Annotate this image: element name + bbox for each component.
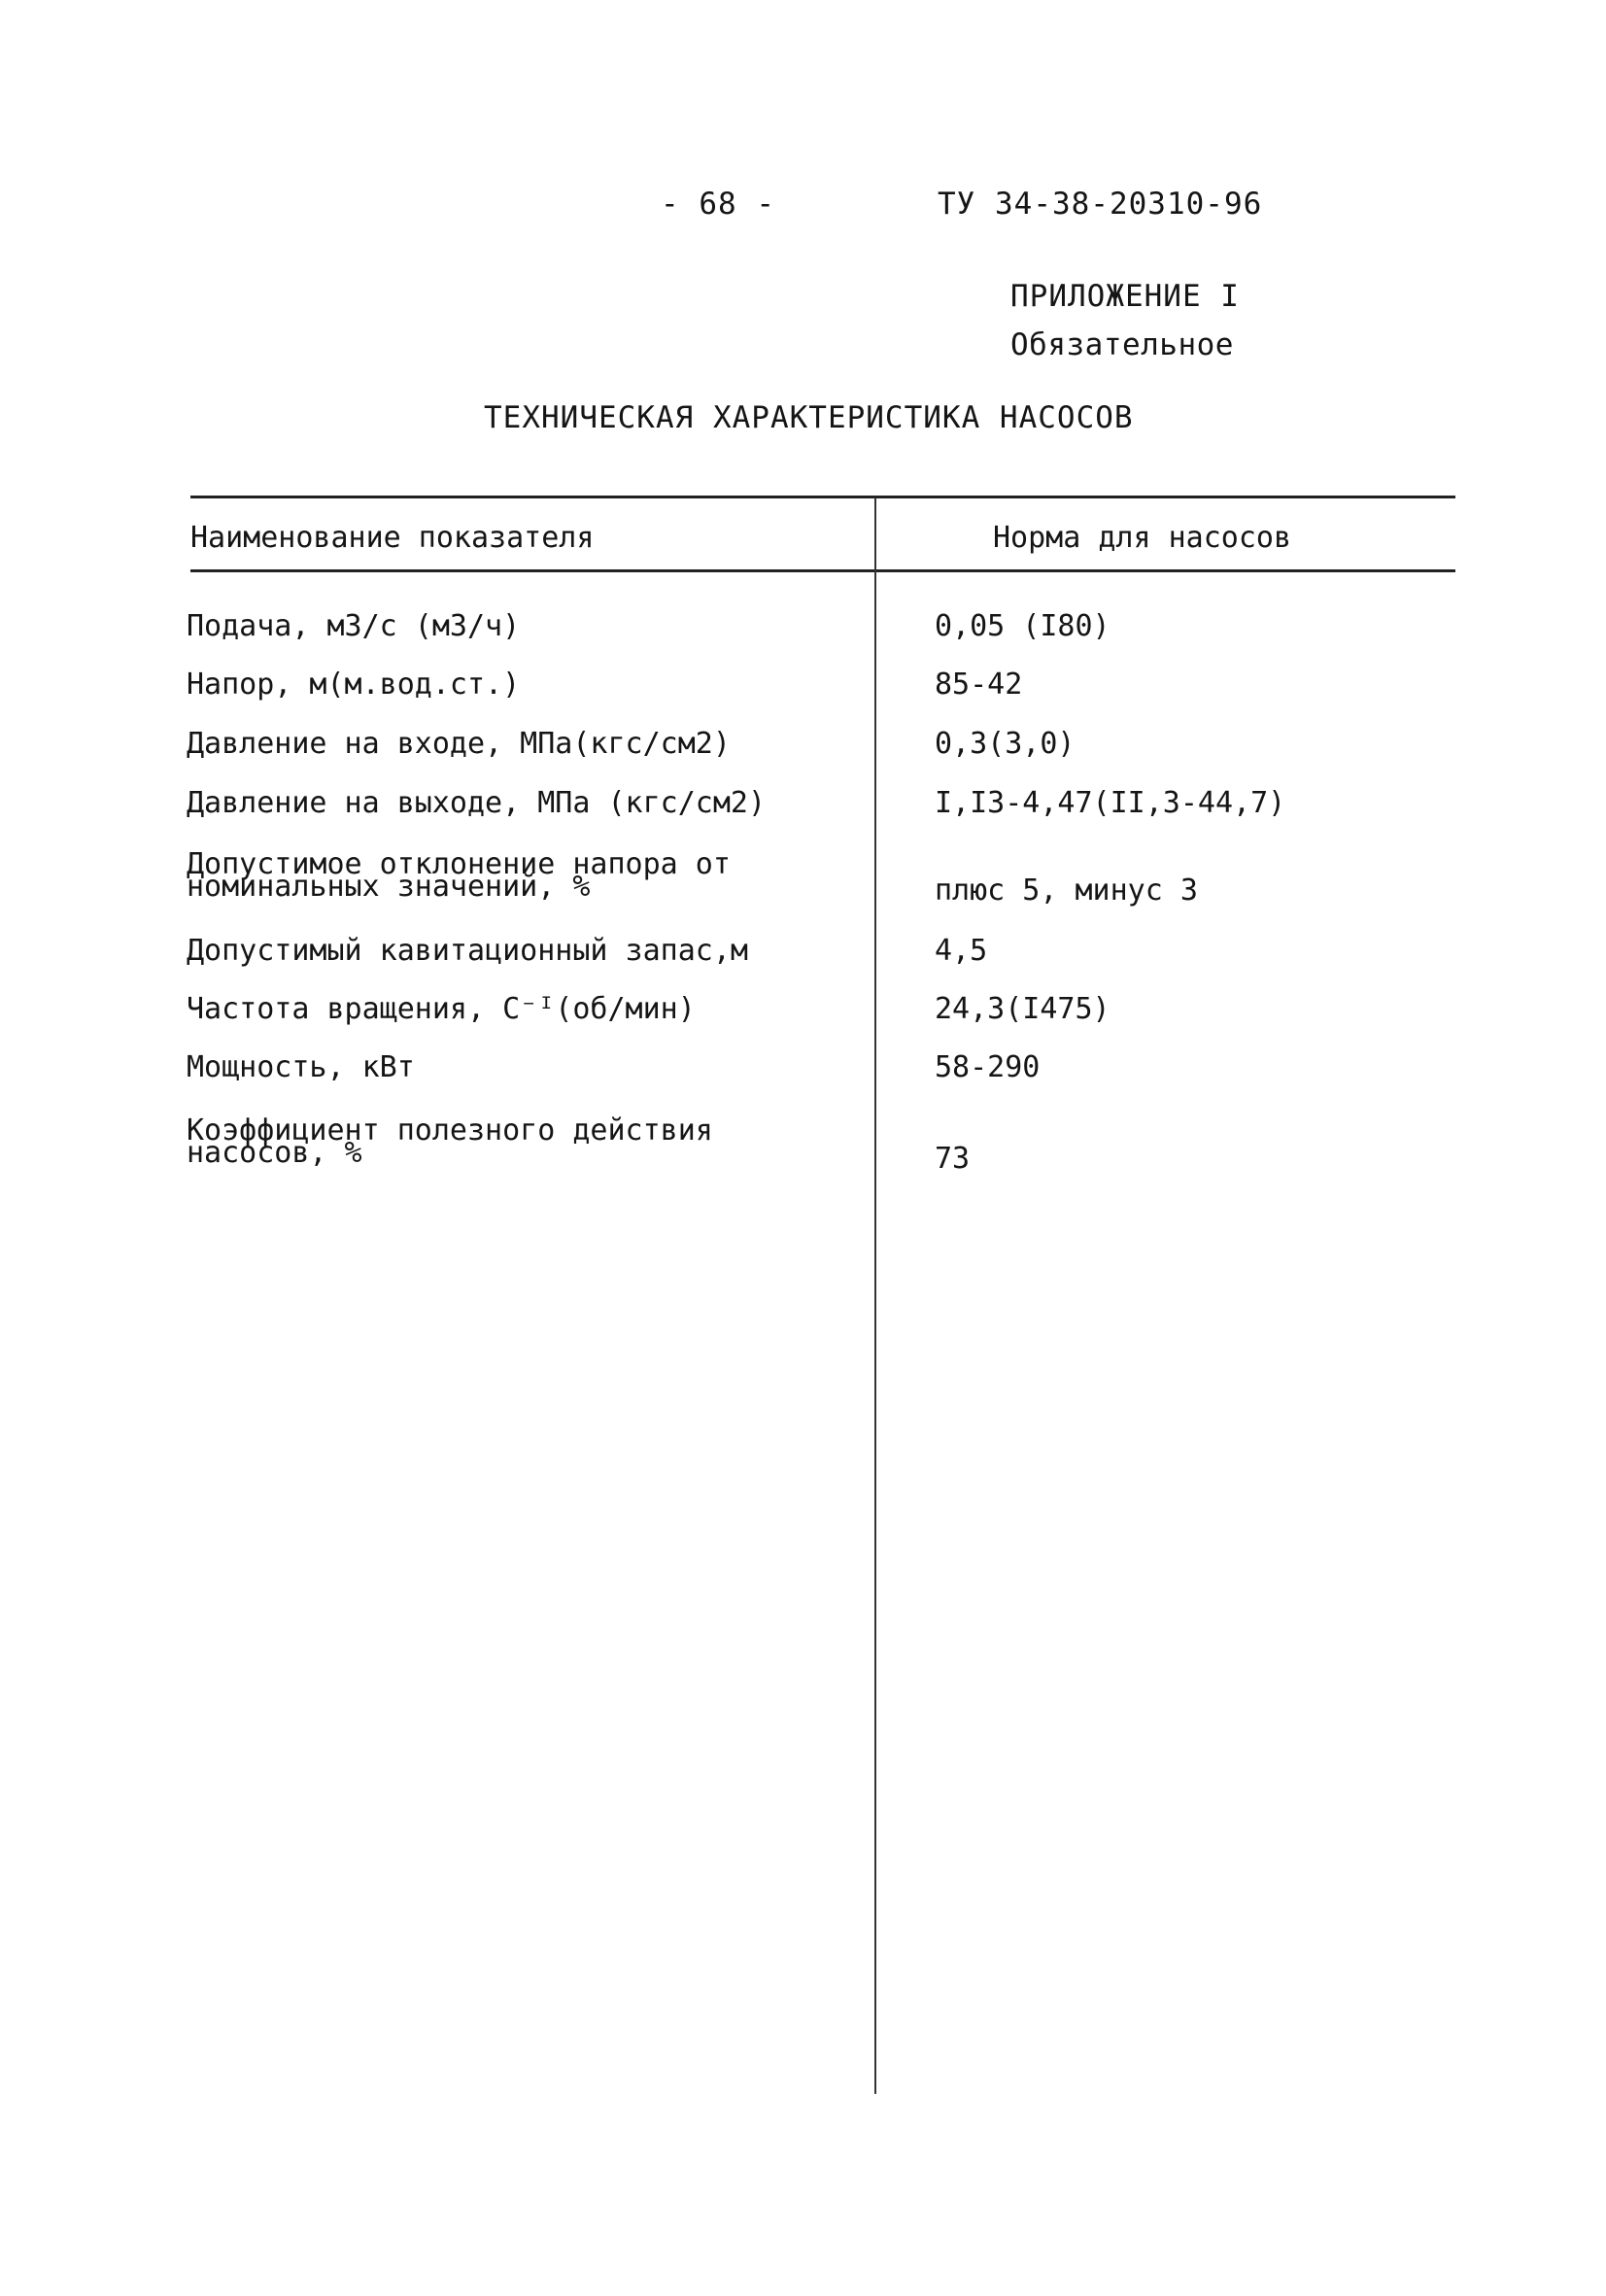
row-name: Частота вращения, С⁻ᴵ(об/мин): [187, 992, 696, 1026]
row-name: Давление на входе, МПа(кгс/см2): [187, 727, 731, 761]
row-name: Подача, м3/с (м3/ч): [187, 609, 521, 643]
row-value: 0,05 (I80): [935, 609, 1111, 643]
row-value: 24,3(I475): [935, 992, 1111, 1026]
row-value: плюс 5, минус 3: [935, 874, 1198, 908]
appendix-title: ПРИЛОЖЕНИЕ I: [1010, 279, 1240, 314]
row-name: Допустимое отклонение напора от номинальных значений, %: [187, 847, 731, 904]
row-value: 73: [935, 1142, 971, 1176]
row-name: Мощность, кВт: [187, 1050, 415, 1084]
row-name: Напор, м(м.вод.ст.): [187, 668, 521, 702]
row-value: 0,3(3,0): [935, 727, 1076, 761]
table-title: ТЕХНИЧЕСКАЯ ХАРАКТЕРИСТИКА НАСОСОВ: [484, 400, 1134, 435]
column-divider: [874, 497, 876, 2094]
row-value: 4,5: [935, 934, 988, 968]
row-value: I,I3-4,47(II,3-44,7): [935, 786, 1286, 820]
row-name: Допустимый кавитационный запас,м: [187, 934, 748, 968]
column-header-name: Наименование показателя: [190, 521, 595, 555]
row-name: Давление на выходе, МПа (кгс/см2): [187, 786, 767, 820]
table-header-rule: [190, 569, 1455, 572]
column-header-norm: Норма для насосов: [993, 521, 1292, 555]
row-value: 58-290: [935, 1050, 1041, 1084]
appendix-status: Обязательное: [1010, 327, 1234, 362]
row-name: Коэффициент полезного действия насосов, %: [187, 1114, 713, 1170]
document-code: ТУ 34-38-20310-96: [938, 187, 1263, 222]
row-value: 85-42: [935, 668, 1023, 702]
page-number: - 68 -: [661, 187, 775, 222]
table-top-rule: [190, 496, 1455, 498]
